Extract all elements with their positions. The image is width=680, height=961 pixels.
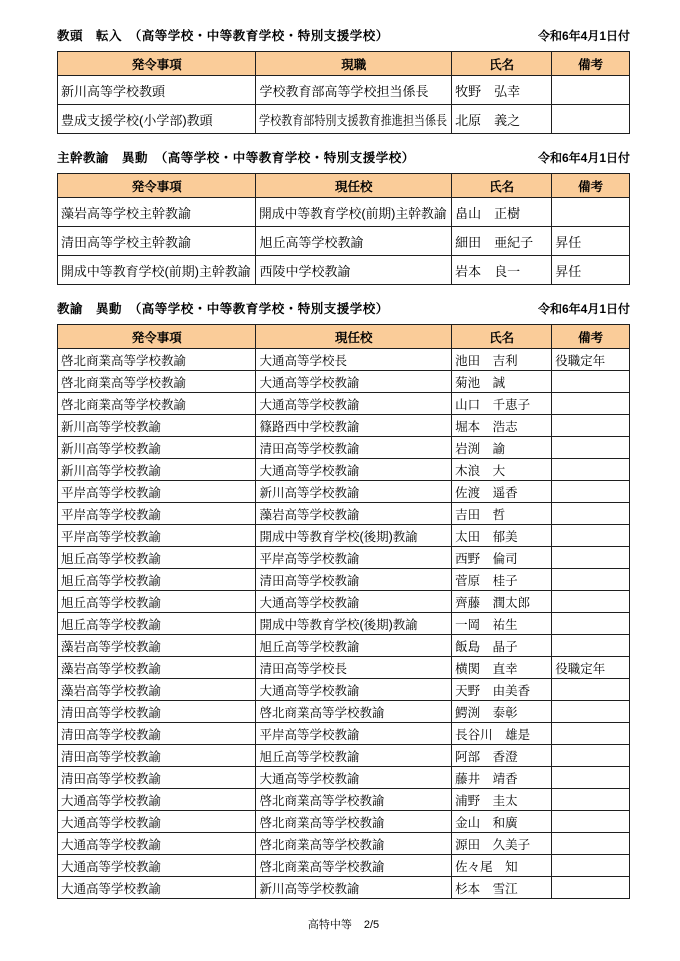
table-cell [58, 525, 256, 547]
cell-text: 西陵中学校教諭 [259, 263, 351, 279]
section-title: 教諭 異動 （高等学校・中等教育学校・特別支援学校） [57, 302, 389, 316]
section-header [57, 148, 630, 166]
personnel-table [57, 51, 630, 134]
table-cell [452, 657, 552, 679]
cell-text: 新川高等学校教諭 [61, 419, 162, 434]
table-cell [552, 613, 630, 635]
table-cell [58, 437, 256, 459]
table-cell [256, 437, 452, 459]
cell-text: 藤井 靖香 [455, 771, 518, 786]
table-cell [58, 701, 256, 723]
cell-text: 清田高等学校教諭 [61, 771, 162, 786]
cell-text: 源田 久美子 [455, 837, 531, 852]
cell-text: 旭丘高等学校教諭 [61, 573, 162, 588]
table-row [58, 525, 630, 547]
table-cell [452, 723, 552, 745]
section-header [57, 299, 630, 317]
cell-text: 佐々尾 知 [455, 859, 518, 874]
table-cell [58, 855, 256, 877]
cell-text: 佐渡 遥香 [455, 485, 518, 500]
cell-text: 藻岩高等学校教諭 [61, 683, 162, 698]
table-cell [256, 547, 452, 569]
cell-text: 一岡 祐生 [455, 617, 518, 632]
table-cell [552, 393, 630, 415]
cell-text: 啓北商業高等学校教諭 [259, 815, 385, 830]
table-cell [452, 701, 552, 723]
table-cell [58, 745, 256, 767]
table-cell [58, 635, 256, 657]
table-row [58, 415, 630, 437]
cell-text: 清田高等学校教諭 [61, 727, 162, 742]
column-header: 氏名 [452, 174, 552, 198]
cell-text: 大通高等学校教諭 [61, 793, 162, 808]
cell-text: 平岸高等学校教諭 [61, 529, 162, 544]
cell-text: 平岸高等学校教諭 [259, 727, 360, 742]
cell-text: 牧野 弘幸 [455, 83, 521, 99]
table-cell [552, 855, 630, 877]
table-row [58, 657, 630, 679]
table-row [58, 547, 630, 569]
table-row [58, 591, 630, 613]
table-cell [452, 437, 552, 459]
table-cell [552, 569, 630, 591]
cell-text: 平岸高等学校教諭 [259, 551, 360, 566]
table-cell [58, 833, 256, 855]
table-cell [58, 371, 256, 393]
cell-text: 新川高等学校教諭 [61, 441, 162, 456]
section-title: 教頭 転入 （高等学校・中等教育学校・特別支援学校） [57, 29, 389, 43]
table-cell [256, 679, 452, 701]
table-cell [58, 503, 256, 525]
table-cell [552, 256, 630, 285]
cell-text: 山口 千恵子 [455, 397, 531, 412]
column-header: 氏名 [452, 52, 552, 76]
table-row [58, 481, 630, 503]
cell-text: 新川高等学校教諭 [259, 485, 360, 500]
cell-text: 金山 和廣 [455, 815, 518, 830]
cell-text: 畠山 正樹 [455, 205, 521, 221]
table-cell [256, 657, 452, 679]
table-cell [452, 613, 552, 635]
cell-text: 啓北商業高等学校教諭 [259, 705, 385, 720]
table-cell [256, 198, 452, 227]
table-cell [452, 789, 552, 811]
cell-text: 池田 吉利 [455, 353, 518, 368]
table-cell [256, 591, 452, 613]
table-cell [256, 481, 452, 503]
table-cell [452, 459, 552, 481]
table-cell [256, 855, 452, 877]
section-header [57, 26, 630, 44]
table-cell [452, 679, 552, 701]
table-cell [256, 745, 452, 767]
table-cell [552, 198, 630, 227]
cell-text: 開成中等教育学校(前期)主幹教諭 [61, 263, 251, 279]
table-cell [452, 415, 552, 437]
table-cell [256, 723, 452, 745]
table-row [58, 76, 630, 105]
column-header: 発令事項 [58, 325, 256, 349]
table-cell [256, 256, 452, 285]
header-row [58, 174, 630, 198]
column-header: 備考 [552, 52, 630, 76]
cell-text: 開成中等教育学校(後期)教諭 [259, 529, 418, 544]
cell-text: 長谷川 雄是 [455, 727, 531, 742]
table-cell [552, 657, 630, 679]
cell-text: 開成中等教育学校(後期)教諭 [259, 617, 418, 632]
table-row [58, 393, 630, 415]
table-cell [256, 349, 452, 371]
cell-text: 堀本 浩志 [455, 419, 518, 434]
table-head [58, 325, 630, 349]
cell-text: 西野 倫司 [455, 551, 518, 566]
table-cell [58, 76, 256, 105]
cell-text: 鰐渕 泰彰 [455, 705, 518, 720]
cell-text: 大通高等学校教諭 [259, 683, 360, 698]
cell-text: 藻岩高等学校主幹教諭 [61, 205, 192, 221]
cell-text: 清田高等学校教諭 [259, 441, 360, 456]
table-cell [452, 349, 552, 371]
cell-text: 啓北商業高等学校教諭 [61, 353, 187, 368]
cell-text: 岩本 良一 [455, 263, 521, 279]
table-cell [552, 459, 630, 481]
table-cell [552, 227, 630, 256]
table-cell [552, 437, 630, 459]
table-cell [452, 105, 552, 134]
cell-text: 学校教育部特別支援教育推進担当係長 [259, 112, 448, 128]
table-cell [256, 613, 452, 635]
table-head [58, 52, 630, 76]
table-cell [452, 256, 552, 285]
cell-text: 清田高等学校主幹教諭 [61, 234, 192, 250]
cell-text: 開成中等教育学校(前期)主幹教諭 [259, 205, 448, 221]
cell-text: 平岸高等学校教諭 [61, 485, 162, 500]
table-cell [552, 723, 630, 745]
table-row [58, 789, 630, 811]
table-row [58, 855, 630, 877]
cell-text: 大通高等学校教諭 [259, 397, 360, 412]
cell-text: 太田 郁美 [455, 529, 518, 544]
table-cell [552, 349, 630, 371]
table-cell [256, 767, 452, 789]
personnel-section [57, 148, 630, 285]
table-cell [552, 745, 630, 767]
personnel-table [57, 324, 630, 899]
table-row [58, 227, 630, 256]
table-row [58, 723, 630, 745]
table-cell [452, 525, 552, 547]
header-row [58, 52, 630, 76]
table-cell [58, 105, 256, 134]
page-footer [57, 916, 630, 932]
cell-text: 啓北商業高等学校教諭 [259, 837, 385, 852]
table-row [58, 198, 630, 227]
table-row [58, 877, 630, 899]
cell-text: 天野 由美香 [455, 683, 531, 698]
cell-text: 清田高等学校教諭 [61, 749, 162, 764]
table-cell [256, 525, 452, 547]
table-cell [256, 227, 452, 256]
cell-text: 豊成支援学校(小学部)教頭 [61, 112, 213, 128]
table-cell [552, 415, 630, 437]
cell-text: 大通高等学校教諭 [259, 771, 360, 786]
table-body [58, 349, 630, 899]
cell-text: 旭丘高等学校教諭 [61, 551, 162, 566]
table-cell [552, 76, 630, 105]
table-cell [58, 481, 256, 503]
cell-text: 藻岩高等学校教諭 [61, 639, 162, 654]
cell-text: 啓北商業高等学校教諭 [61, 375, 187, 390]
table-cell [452, 811, 552, 833]
cell-text: 清田高等学校教諭 [259, 573, 360, 588]
table-cell [58, 811, 256, 833]
table-row [58, 833, 630, 855]
table-cell [256, 569, 452, 591]
table-cell [58, 613, 256, 635]
table-cell [452, 371, 552, 393]
cell-text: 大通高等学校教諭 [61, 881, 162, 896]
table-row [58, 613, 630, 635]
table-cell [452, 393, 552, 415]
cell-text: 旭丘高等学校教諭 [61, 617, 162, 632]
table-cell [256, 701, 452, 723]
column-header: 発令事項 [58, 52, 256, 76]
section-date: 令和6年4月1日付 [537, 302, 630, 316]
table-cell [452, 198, 552, 227]
table-cell [58, 198, 256, 227]
table-row [58, 635, 630, 657]
cell-text: 杉本 雪江 [455, 881, 518, 896]
table-cell [552, 503, 630, 525]
cell-text: 大通高等学校長 [259, 353, 347, 368]
table-cell [58, 569, 256, 591]
cell-text: 役職定年 [555, 353, 606, 368]
cell-text: 大通高等学校教諭 [259, 595, 360, 610]
table-cell [552, 789, 630, 811]
table-cell [452, 547, 552, 569]
column-header: 備考 [552, 174, 630, 198]
table-row [58, 503, 630, 525]
table-cell [452, 833, 552, 855]
cell-text: 昇任 [555, 234, 582, 250]
section-date: 令和6年4月1日付 [537, 29, 630, 43]
table-cell [256, 503, 452, 525]
cell-text: 旭丘高等学校教諭 [259, 749, 360, 764]
cell-text: 新川高等学校教諭 [259, 881, 360, 896]
cell-text: 齊藤 潤太郎 [455, 595, 531, 610]
table-cell [452, 745, 552, 767]
cell-text: 北原 義之 [455, 112, 521, 128]
section-date: 令和6年4月1日付 [537, 151, 630, 165]
table-cell [58, 723, 256, 745]
cell-text: 旭丘高等学校教諭 [259, 639, 360, 654]
table-row [58, 437, 630, 459]
table-cell [552, 105, 630, 134]
cell-text: 木浪 大 [455, 463, 506, 478]
table-cell [452, 767, 552, 789]
cell-text: 浦野 圭太 [455, 793, 518, 808]
table-cell [58, 679, 256, 701]
personnel-section [57, 26, 630, 134]
table-row [58, 459, 630, 481]
cell-text: 篠路西中学校教諭 [259, 419, 360, 434]
cell-text: 吉田 哲 [455, 507, 506, 522]
table-row [58, 256, 630, 285]
table-cell [58, 459, 256, 481]
cell-text: 啓北商業高等学校教諭 [259, 859, 385, 874]
cell-text: 昇任 [555, 263, 582, 279]
table-cell [58, 393, 256, 415]
cell-text: 岩渕 諭 [455, 441, 506, 456]
table-cell [552, 547, 630, 569]
table-cell [256, 877, 452, 899]
table-cell [552, 811, 630, 833]
table-cell [58, 591, 256, 613]
table-cell [58, 349, 256, 371]
table-row [58, 745, 630, 767]
section-title: 主幹教諭 異動 （高等学校・中等教育学校・特別支援学校） [57, 151, 415, 165]
cell-text: 旭丘高等学校教諭 [61, 595, 162, 610]
cell-text: 大通高等学校教諭 [259, 375, 360, 390]
column-header: 現職 [256, 52, 452, 76]
table-cell [256, 415, 452, 437]
cell-text: 菅原 桂子 [455, 573, 518, 588]
table-body [58, 198, 630, 285]
table-cell [552, 701, 630, 723]
cell-text: 平岸高等学校教諭 [61, 507, 162, 522]
table-row [58, 679, 630, 701]
column-header: 発令事項 [58, 174, 256, 198]
table-row [58, 701, 630, 723]
table-cell [452, 76, 552, 105]
cell-text: 清田高等学校教諭 [61, 705, 162, 720]
table-row [58, 811, 630, 833]
cell-text: 菊池 誠 [455, 375, 506, 390]
table-body [58, 76, 630, 134]
table-cell [256, 833, 452, 855]
table-cell [58, 877, 256, 899]
table-row [58, 569, 630, 591]
table-cell [552, 525, 630, 547]
column-header: 現任校 [256, 174, 452, 198]
personnel-section [57, 299, 630, 899]
column-header: 現任校 [256, 325, 452, 349]
table-cell [256, 811, 452, 833]
cell-text: 大通高等学校教諭 [61, 859, 162, 874]
cell-text: 藻岩高等学校教諭 [259, 507, 360, 522]
table-cell [58, 227, 256, 256]
table-cell [552, 635, 630, 657]
header-row [58, 325, 630, 349]
table-cell [552, 833, 630, 855]
cell-text: 大通高等学校教諭 [61, 815, 162, 830]
table-cell [256, 459, 452, 481]
table-cell [58, 657, 256, 679]
cell-text: 啓北商業高等学校教諭 [61, 397, 187, 412]
cell-text: 横関 直幸 [455, 661, 518, 676]
table-cell [552, 767, 630, 789]
table-cell [256, 393, 452, 415]
cell-text: 清田高等学校長 [259, 661, 347, 676]
table-row [58, 371, 630, 393]
table-cell [552, 371, 630, 393]
table-row [58, 349, 630, 371]
table-head [58, 174, 630, 198]
table-cell [452, 227, 552, 256]
footer-label: 高特中等 [307, 919, 352, 931]
cell-text: 飯島 晶子 [455, 639, 518, 654]
table-cell [256, 371, 452, 393]
table-cell [58, 256, 256, 285]
table-cell [552, 481, 630, 503]
column-header: 氏名 [452, 325, 552, 349]
table-cell [256, 76, 452, 105]
column-header: 備考 [552, 325, 630, 349]
cell-text: 藻岩高等学校教諭 [61, 661, 162, 676]
cell-text: 大通高等学校教諭 [61, 837, 162, 852]
table-row [58, 767, 630, 789]
table-cell [552, 679, 630, 701]
table-cell [58, 547, 256, 569]
cell-text: 啓北商業高等学校教諭 [259, 793, 385, 808]
table-row [58, 105, 630, 134]
sections-container [57, 26, 630, 899]
cell-text: 阿部 香澄 [455, 749, 518, 764]
table-cell [452, 481, 552, 503]
footer-page-number: 2/5 [363, 919, 380, 931]
table-cell [452, 877, 552, 899]
personnel-table [57, 173, 630, 285]
table-cell [256, 105, 452, 134]
table-cell [552, 591, 630, 613]
table-cell [452, 503, 552, 525]
cell-text: 新川高等学校教諭 [61, 463, 162, 478]
table-cell [58, 767, 256, 789]
cell-text: 新川高等学校教頭 [61, 83, 166, 99]
table-cell [256, 789, 452, 811]
table-cell [452, 635, 552, 657]
cell-text: 役職定年 [555, 661, 606, 676]
cell-text: 細田 亜紀子 [455, 234, 534, 250]
table-cell [58, 415, 256, 437]
table-cell [552, 877, 630, 899]
cell-text: 学校教育部高等学校担当係長 [259, 83, 429, 99]
table-cell [256, 635, 452, 657]
table-cell [452, 591, 552, 613]
cell-text: 大通高等学校教諭 [259, 463, 360, 478]
cell-text: 旭丘高等学校教諭 [259, 234, 364, 250]
table-cell [452, 855, 552, 877]
table-cell [452, 569, 552, 591]
table-cell [58, 789, 256, 811]
